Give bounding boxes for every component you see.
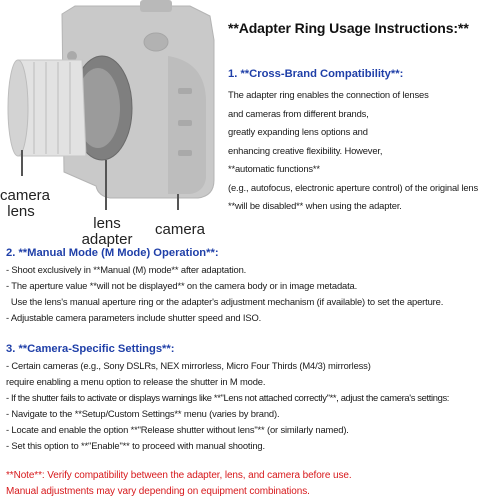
section1-line: greatly expanding lens options and [228,126,368,137]
section3-line: - Navigate to the **Setup/Custom Settings** menu (varies by brand). [6,407,280,419]
section1-body [228,86,478,216]
section3 [6,343,476,453]
section2-line: - The aperture value **will not be displayed** on the camera body or in image metadata. [6,279,358,291]
section2-line: Use the lens's manual aperture ring or the adapter's adjustment mechanism (if available) to set the aperture. [6,295,444,307]
section2 [6,247,476,326]
caption-lens-adapter: lens adapter [81,215,133,248]
note-block [6,468,476,500]
page-title: **Adapter Ring Usage Instructions:** [228,20,469,36]
section1-line: The adapter ring enables the connection of lenses [228,89,429,100]
section3-line: - Certain cameras (e.g., Sony DSLRs, NEX mirrorless, Micro Four Thirds (M4/3) mirrorless) [6,360,371,371]
instructions-right-column [228,20,478,216]
section3-line: - Set this option to **"Enable"** to proceed with manual shooting. [6,439,265,451]
section2-line: - Adjustable camera parameters include shutter speed and ISO. [6,311,262,323]
section2-line: - Shoot exclusively in **Manual (M) mode** after adaptation. [6,264,247,275]
section2-heading: 2. **Manual Mode (M Mode) Operation**: [6,247,219,259]
section3-line: require enabling a menu option to release the shutter in M mode. [6,375,266,387]
section1-line: and cameras from different brands, [228,107,369,119]
note-line: **Note**: Verify compatibility between the adapter, lens, and camera before use. [6,470,352,481]
note-line: Manual adjustments may vary depending on equipment combinations. [6,486,310,497]
section1-line: (e.g., autofocus, electronic aperture control) of the original lens [228,181,478,193]
section1-line: enhancing creative flexibility. However, [228,144,383,156]
section3-heading: 3. **Camera-Specific Settings**: [6,343,175,355]
section3-line: - Locate and enable the option **"Release shutter without lens"** (or similarly named). [6,423,349,435]
caption-camera: camera [154,221,206,238]
section1-line: **automatic functions** [228,163,320,174]
section1-line: **will be disabled** when using the adapter. [228,200,402,211]
section3-line: - If the shutter fails to activate or displays warnings like **"Lens not attached correctly"**, adjust the camera's settings: [6,391,450,403]
caption-camera-lens: camera lens [0,187,51,220]
section1-heading: 1. **Cross-Brand Compatibility**: [228,68,404,80]
